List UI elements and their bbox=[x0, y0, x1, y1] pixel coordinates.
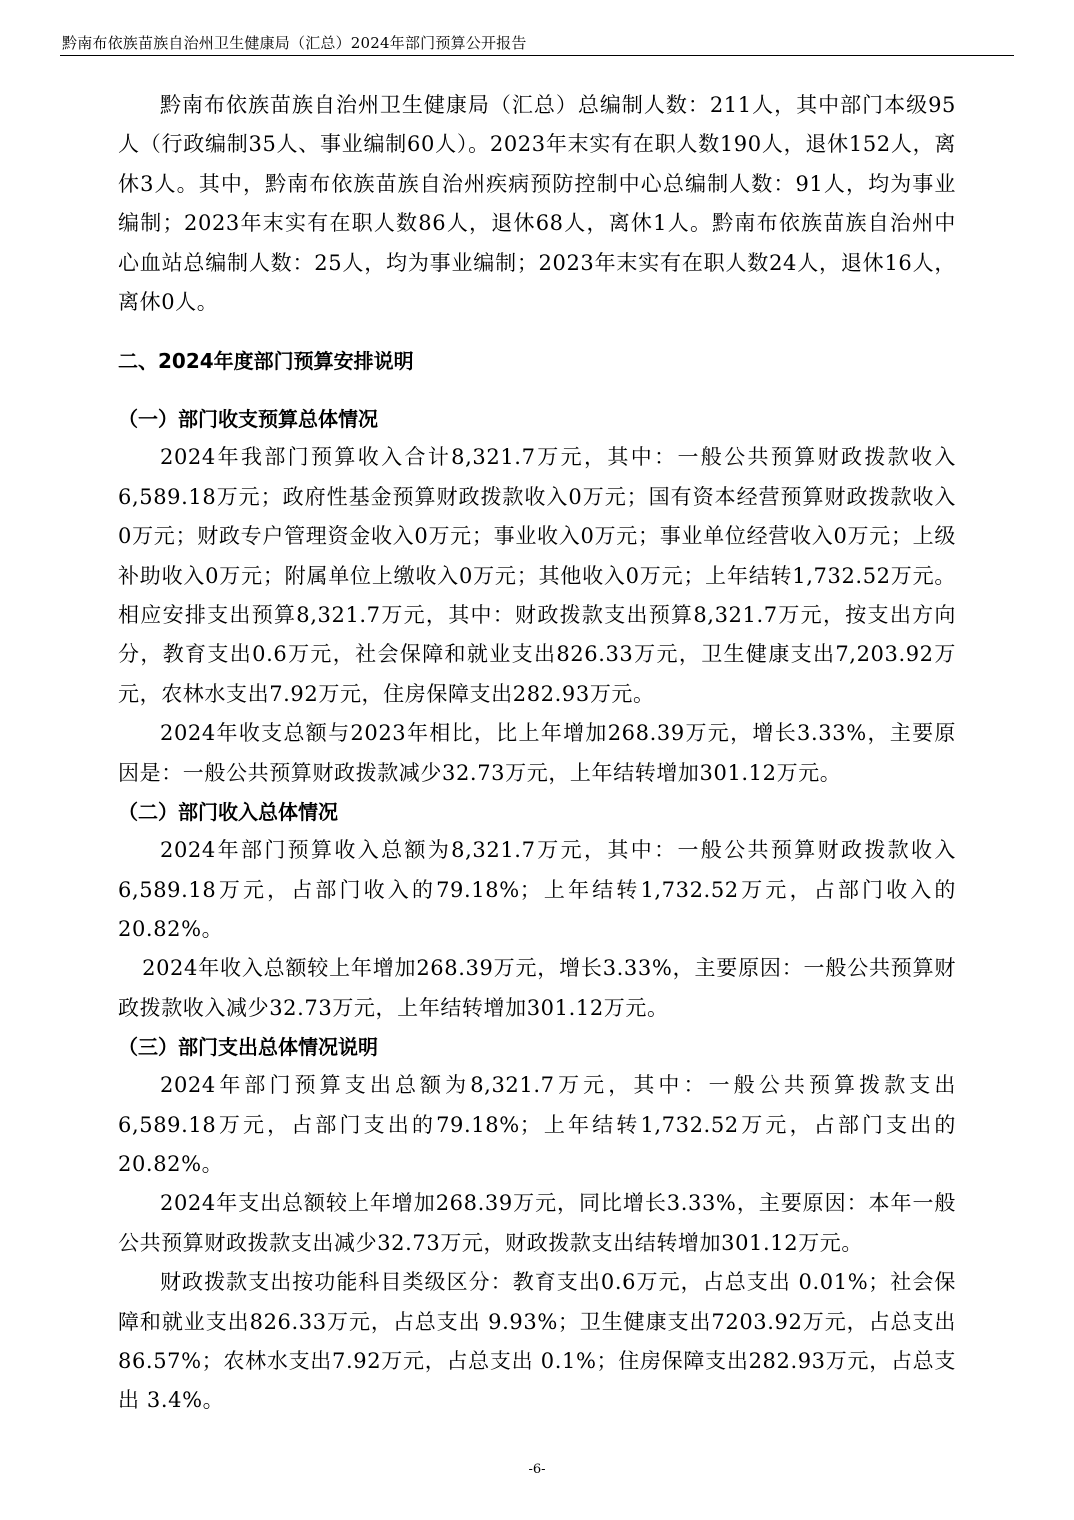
subsection-heading-income: （二）部门收入总体情况 bbox=[118, 800, 338, 825]
section-heading-budget-arrangement: 二、2024年度部门预算安排说明 bbox=[118, 349, 414, 374]
page-number: -6- bbox=[528, 1462, 546, 1477]
expenditure-paragraph: 2024年部门预算支出总额为8,321.7万元，其中：一般公共预算拨款支出6,589.18万元，占部门支出的79.18%；上年结转1,732.52万元，占部门支出的20.82%。 bbox=[118, 1073, 956, 1176]
subsection-heading-overall-budget: （一）部门收支预算总体情况 bbox=[118, 407, 378, 432]
overall-budget-change-paragraph: 2024年收支总额与2023年相比，比上年增加268.39万元，增长3.33%，主要原因是：一般公共预算财政拨款减少32.73万元，上年结转增加301.12万元。 bbox=[118, 721, 956, 785]
document-body bbox=[118, 86, 956, 1421]
staffing-paragraph: 黔南布依族苗族自治州卫生健康局（汇总）总编制人数：211人，其中部门本级95人（行政编制35人、事业编制60人）。2023年末实有在职人数190人，退休152人，离休3人。其中，黔南布依族苗族自治州疾病预防控制中心总编制人数：91人，均为事业编制；2023年末实有在职人数86人，退休68人，离休1人。黔南布依族苗族自治州中心血站总编制人数：25人，均为事业编制；2023年末实有在职人数24人，退休16人，离休0人。 bbox=[118, 93, 956, 315]
income-paragraph: 2024年部门预算收入总额为8,321.7万元，其中：一般公共预算财政拨款收入6,589.18万元，占部门收入的79.18%；上年结转1,732.52万元，占部门收入的20.82%。 bbox=[118, 838, 956, 941]
subsection-heading-expenditure: （三）部门支出总体情况说明 bbox=[118, 1035, 378, 1060]
income-change-paragraph: 2024年收入总额较上年增加268.39万元，增长3.33%，主要原因：一般公共预算财政拨款收入减少32.73万元，上年结转增加301.12万元。 bbox=[118, 956, 956, 1020]
expenditure-change-paragraph: 2024年支出总额较上年增加268.39万元，同比增长3.33%，主要原因：本年一般公共预算财政拨款支出减少32.73万元，财政拨款支出结转增加301.12万元。 bbox=[118, 1191, 956, 1255]
running-header-title: 黔南布依族苗族自治州卫生健康局（汇总）2024年部门预算公开报告 bbox=[62, 34, 527, 52]
overall-budget-paragraph: 2024年我部门预算收入合计8,321.7万元，其中：一般公共预算财政拨款收入6,589.18万元；政府性基金预算财政拨款收入0万元；国有资本经营预算财政拨款收入0万元；财政专户管理资金收入0万元；事业收入0万元；事业单位经营收入0万元；上级补助收入0万元；附属单位上缴收入0万元；其他收入0万元；上年结转1,732.52万元。相应安排支出预算8,321.7万元，其中：财政拨款支出预算8,321.7万元，按支出方向分，教育支出0.6万元，社会保障和就业支出826.33万元，卫生健康支出7,203.92万元，农林水支出7.92万元，住房保障支出282.93万元。 bbox=[118, 445, 956, 706]
header-divider bbox=[60, 55, 1014, 56]
expenditure-by-function-paragraph: 财政拨款支出按功能科目类级区分：教育支出0.6万元，占总支出 0.01%；社会保障和就业支出826.33万元，占总支出 9.93%；卫生健康支出7203.92万元，占总支出 86.57%；农林水支出7.92万元，占总支出 0.1%；住房保障支出282.93万元，占总支出 3.4%。 bbox=[118, 1270, 956, 1413]
